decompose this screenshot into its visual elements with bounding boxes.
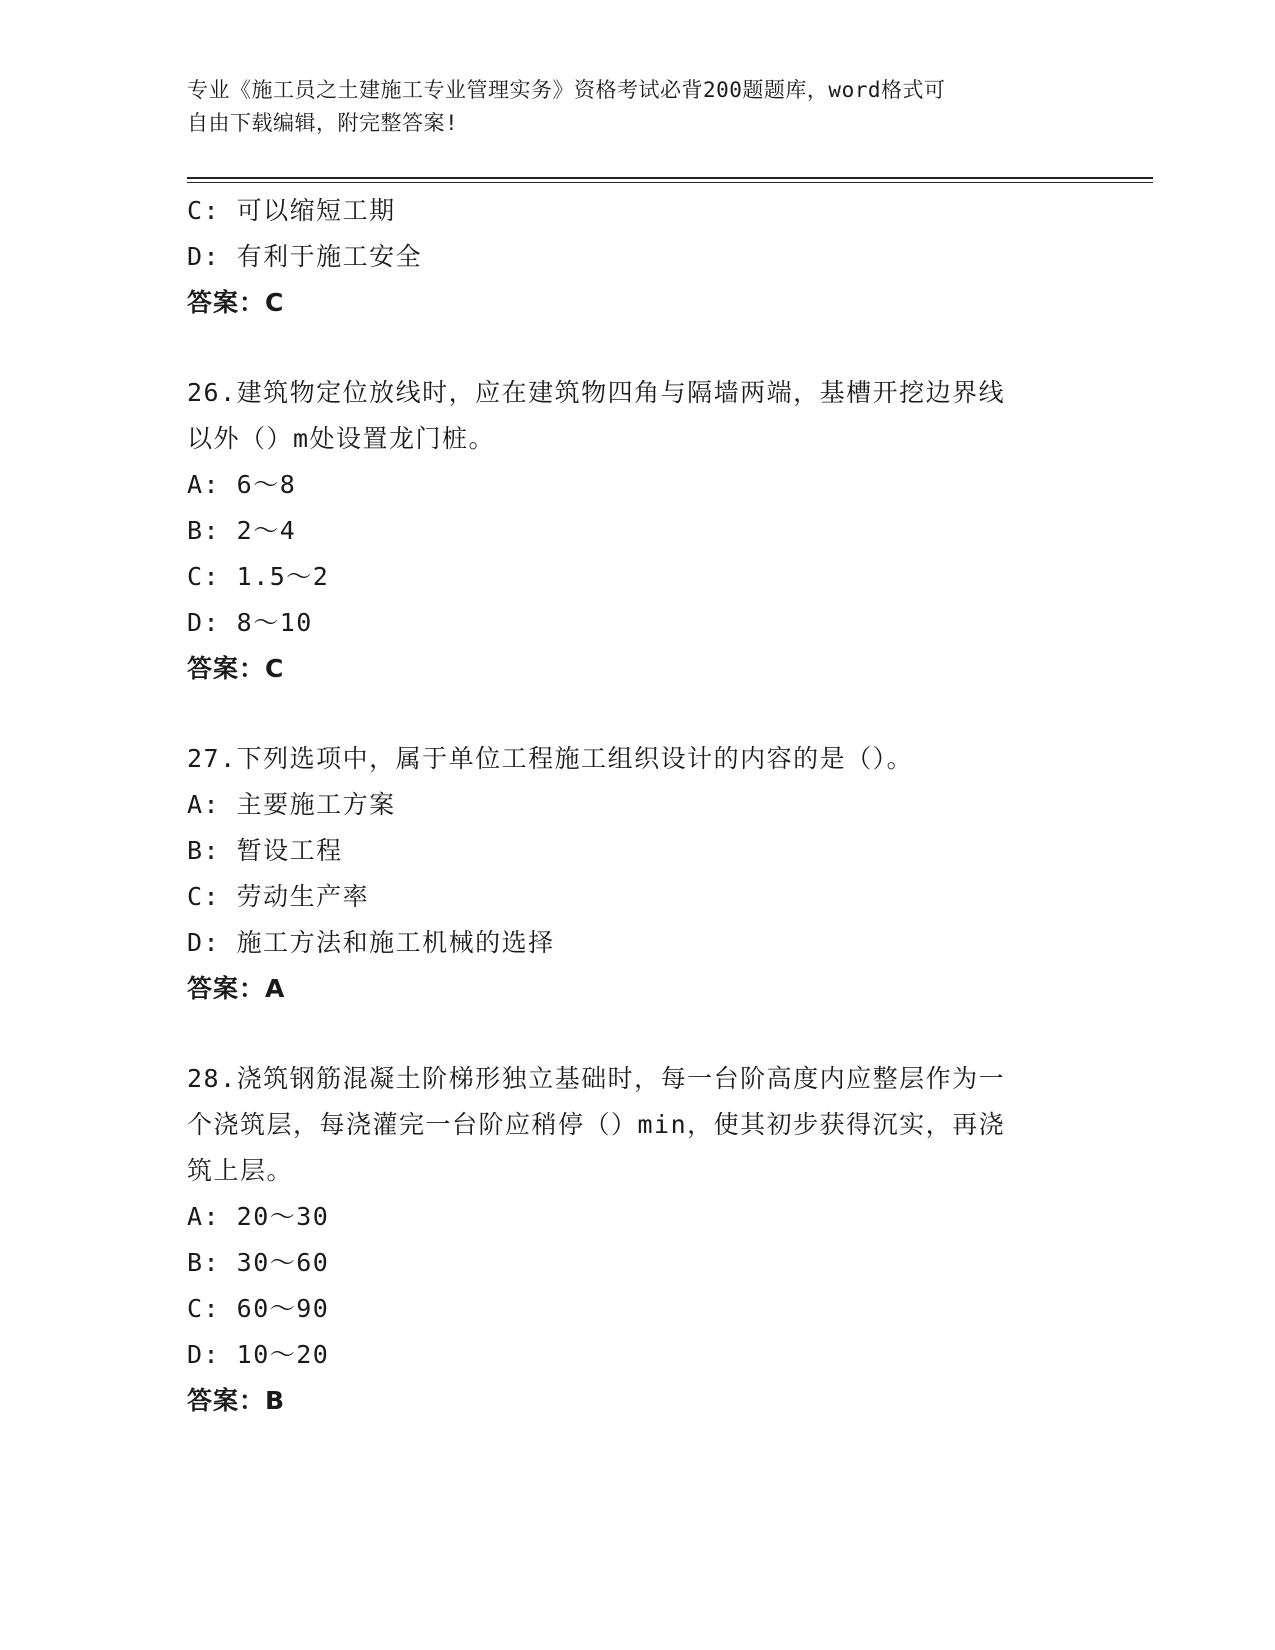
question-26-answer: 答案：C xyxy=(187,654,285,683)
question-27-stem-line-1: 27.下列选项中，属于单位工程施工组织设计的内容的是（）。 xyxy=(187,744,914,773)
question-26-option-d: D: 8～10 xyxy=(187,608,313,637)
document-header xyxy=(187,74,1067,140)
question-27-option-d: D: 施工方法和施工机械的选择 xyxy=(187,928,555,957)
question-26-option-a: A: 6～8 xyxy=(187,470,297,499)
question-25-option-d: D: 有利于施工安全 xyxy=(187,242,423,271)
question-26-stem-line-1: 26.建筑物定位放线时，应在建筑物四角与隔墙两端，基槽开挖边界线 xyxy=(187,378,1006,407)
question-27-answer: 答案：A xyxy=(187,974,286,1003)
question-28-option-c: C: 60～90 xyxy=(187,1294,330,1323)
question-27 xyxy=(187,736,1087,1012)
question-27-option-a: A: 主要施工方案 xyxy=(187,790,396,819)
spacer xyxy=(187,692,1087,736)
question-28-option-d: D: 10～20 xyxy=(187,1340,330,1369)
question-28-option-a: A: 20～30 xyxy=(187,1202,330,1231)
question-28-stem-line-3: 筑上层。 xyxy=(187,1156,294,1185)
question-25-option-c: C: 可以缩短工期 xyxy=(187,196,396,225)
question-27-option-c: C: 劳动生产率 xyxy=(187,882,370,911)
question-28-option-b: B: 30～60 xyxy=(187,1248,330,1277)
header-title-line-2: 自由下载编辑，附完整答案! xyxy=(187,111,459,135)
header-divider-thick xyxy=(187,177,1153,179)
spacer xyxy=(187,1012,1087,1056)
question-26 xyxy=(187,370,1087,692)
question-25-tail xyxy=(187,188,1087,326)
question-27-option-b: B: 暂设工程 xyxy=(187,836,343,865)
spacer xyxy=(187,326,1087,370)
document-body xyxy=(187,188,1087,1424)
question-28-stem-line-1: 28.浇筑钢筋混凝土阶梯形独立基础时，每一台阶高度内应整层作为一 xyxy=(187,1064,1006,1093)
header-divider-thin xyxy=(187,182,1153,183)
question-28-answer: 答案：B xyxy=(187,1386,286,1415)
question-28 xyxy=(187,1056,1087,1424)
question-28-stem-line-2: 个浇筑层，每浇灌完一台阶应稍停（）min，使其初步获得沉实，再浇 xyxy=(187,1110,1006,1139)
question-26-option-b: B: 2～4 xyxy=(187,516,297,545)
question-26-option-c: C: 1.5～2 xyxy=(187,562,330,591)
question-25-answer: 答案：C xyxy=(187,288,285,317)
header-title-line-1: 专业《施工员之土建施工专业管理实务》资格考试必背200题题库，word格式可 xyxy=(187,78,946,102)
question-26-stem-line-2: 以外（）m处设置龙门桩。 xyxy=(187,424,496,453)
